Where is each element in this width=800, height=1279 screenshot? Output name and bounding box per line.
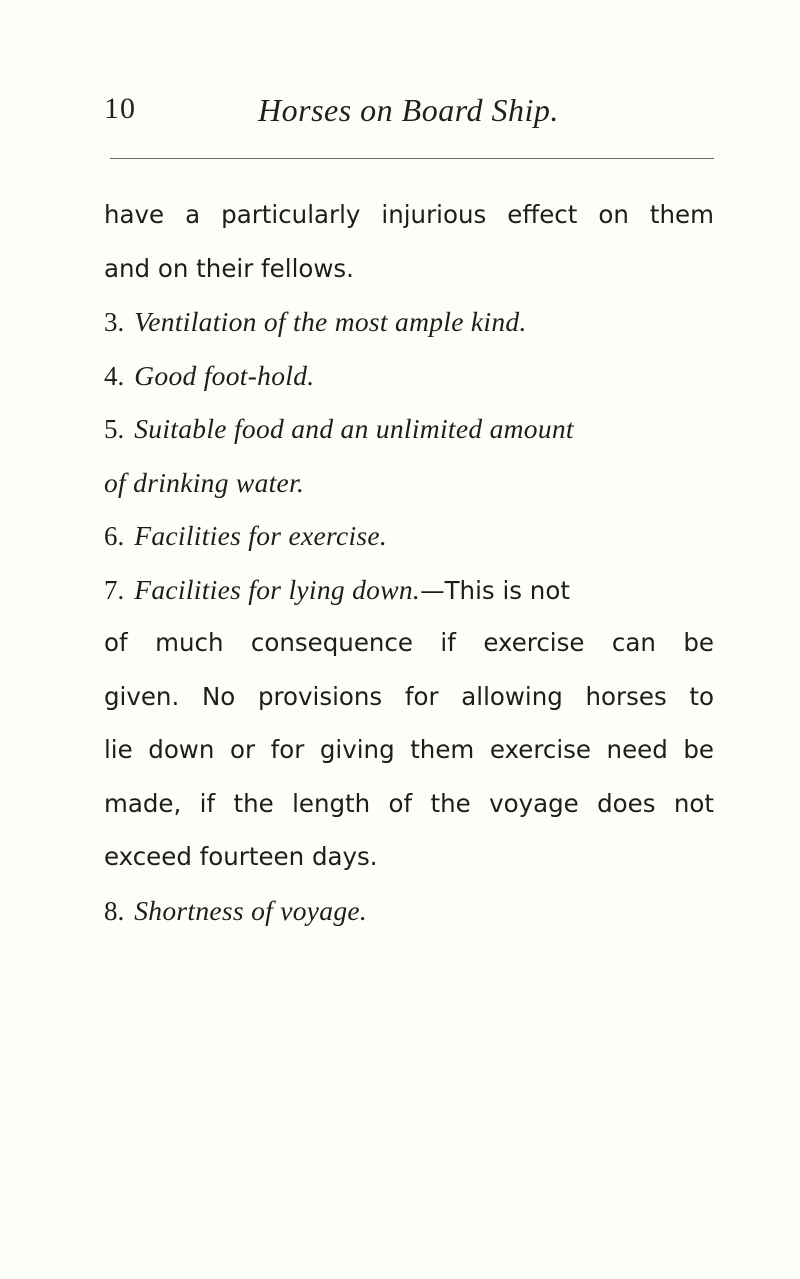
list-item-7	[104, 563, 714, 617]
body-text	[104, 188, 714, 937]
text-line: and on their fellows.	[104, 253, 354, 283]
item-number: 4.	[104, 360, 125, 391]
text-line: lie down or for giving them exercise need be	[104, 735, 714, 764]
item-number: 7.	[104, 574, 125, 605]
item-heading: Suitable food and an unlimited amount	[134, 413, 574, 444]
item-number: 6.	[104, 521, 125, 551]
item-heading: Good foot-hold.	[134, 359, 315, 391]
running-title: Horses on Board Ship.	[258, 92, 559, 128]
list-item-6	[104, 509, 714, 563]
item-heading: Facilities for lying down.	[134, 573, 421, 605]
item-number: 8.	[104, 895, 125, 926]
item-heading: Ventilation of the most ample kind.	[134, 306, 527, 337]
item-body: —This is not	[420, 575, 570, 605]
text-line: exceed fourteen days.	[104, 842, 378, 871]
list-item-5	[104, 402, 714, 456]
list-item-4	[104, 349, 714, 403]
list-item-3	[104, 295, 714, 349]
item-number: 3.	[104, 307, 125, 337]
list-item-5-continued	[104, 456, 714, 510]
page-header	[104, 92, 724, 142]
item-heading: Shortness of voyage.	[134, 894, 368, 926]
text-line: given. No provisions for allowing horses to	[104, 681, 714, 711]
text-line: have a particularly injurious effect on them	[104, 200, 714, 229]
item-heading: Facilities for exercise.	[134, 520, 388, 551]
header-rule	[110, 158, 714, 159]
item-heading: of drinking water.	[104, 466, 305, 498]
page-number: 10	[104, 92, 136, 125]
text-line: of much consequence if exercise can be	[104, 628, 714, 657]
text-line: made, if the length of the voyage does not	[104, 788, 714, 818]
item-number: 5.	[104, 414, 125, 444]
list-item-8	[104, 884, 714, 938]
